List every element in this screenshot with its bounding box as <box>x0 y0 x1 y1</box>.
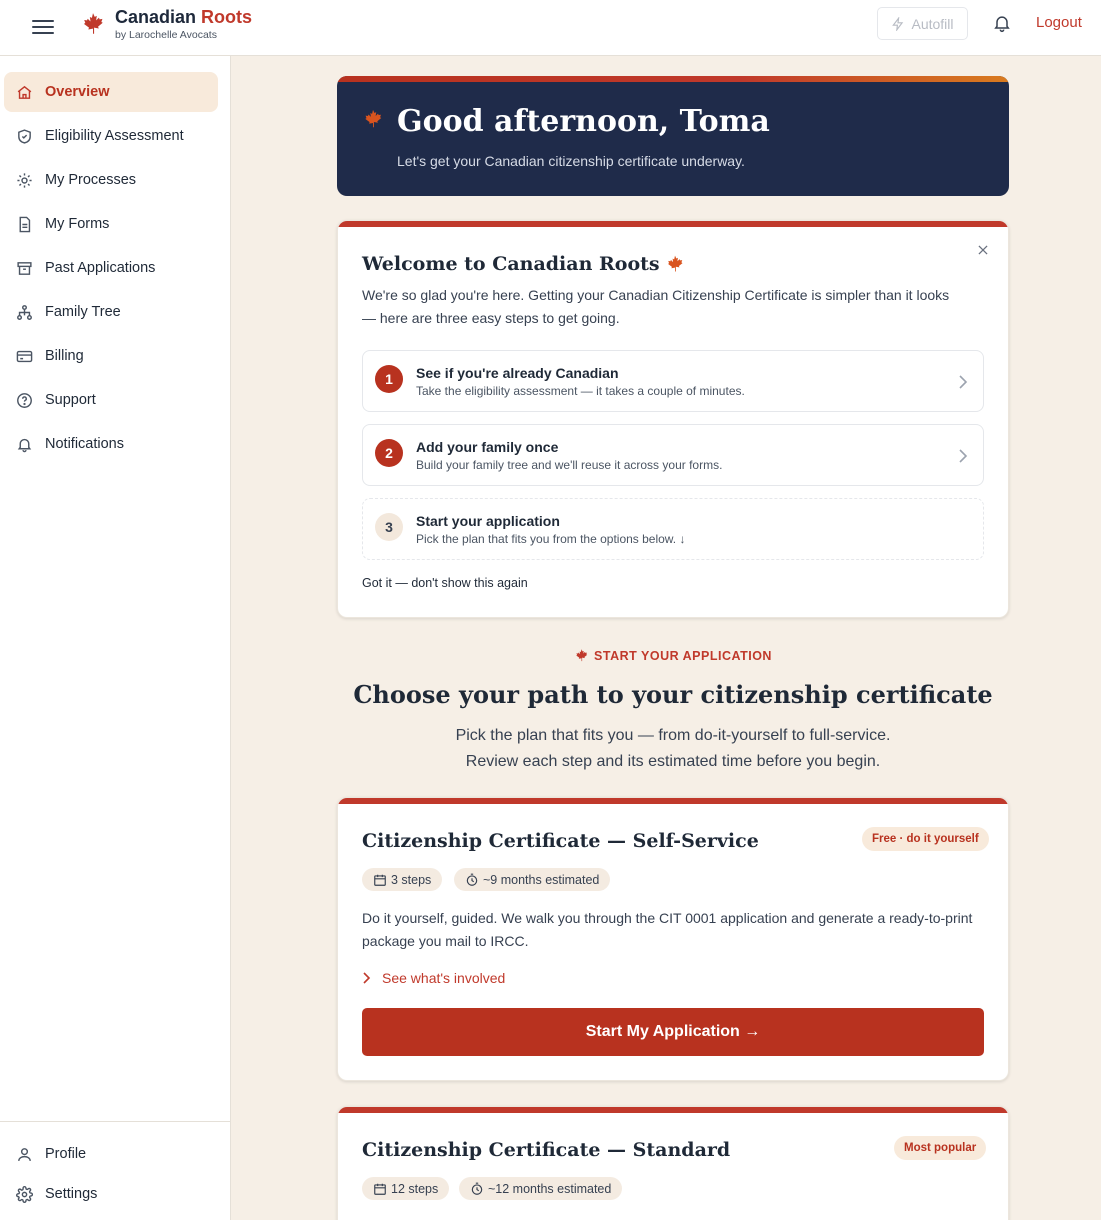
autofill-button[interactable] <box>877 7 968 40</box>
plan-card-self-service <box>337 797 1009 1081</box>
plan-badge: Most popular <box>894 1136 986 1160</box>
calendar-icon <box>373 873 387 887</box>
credit-card-icon <box>16 348 33 365</box>
sidebar-item-settings[interactable] <box>4 1174 218 1214</box>
step-title: Add your family once <box>416 439 559 455</box>
sidebar-item-past-applications[interactable] <box>4 248 218 288</box>
brand-logo[interactable] <box>80 8 252 41</box>
step-title: See if you're already Canadian <box>416 365 619 381</box>
calendar-icon <box>373 1182 387 1196</box>
sidebar-item-label: Settings <box>45 1186 98 1202</box>
document-icon <box>16 216 33 233</box>
section-kicker: START YOUR APPLICATION <box>337 648 1009 663</box>
shield-check-icon <box>16 128 33 145</box>
sidebar-item-forms[interactable] <box>4 204 218 244</box>
sidebar-item-notifications[interactable] <box>4 424 218 464</box>
steps-chip: 12 steps <box>362 1177 449 1200</box>
step-eligibility[interactable] <box>362 350 984 412</box>
chevron-right-icon <box>362 972 372 984</box>
sidebar-item-label: Profile <box>45 1146 87 1162</box>
sidebar-item-label: Family Tree <box>45 304 121 320</box>
time-chip: ~9 months estimated <box>454 868 610 891</box>
sidebar-item-label: Past Applications <box>45 260 156 276</box>
greeting-banner <box>337 76 1009 196</box>
stopwatch-icon <box>470 1182 484 1196</box>
time-chip: ~12 months estimated <box>459 1177 622 1200</box>
plan-title: Citizenship Certificate — Self-Service <box>362 830 759 852</box>
autofill-label: Autofill <box>911 15 954 32</box>
welcome-text: We're so glad you're here. Getting your Canadian Citizenship Certificate is simpler than it looks — here are three easy steps to get going. <box>362 287 950 326</box>
maple-leaf-icon <box>362 108 384 130</box>
lightning-icon <box>891 17 905 31</box>
step-description: Take the eligibility assessment — it takes a couple of minutes. <box>416 384 745 398</box>
plan-description: Do it yourself, guided. We walk you through the CIT 0001 application and generate a ready-to-print package you mail to IRCC. <box>362 910 973 949</box>
chevron-right-icon <box>958 375 968 389</box>
maple-leaf-icon <box>574 648 589 663</box>
start-application-button[interactable]: Start My Application → <box>362 1008 984 1056</box>
sidebar-item-label: Support <box>45 392 96 408</box>
bell-icon[interactable] <box>992 13 1012 33</box>
close-icon[interactable] <box>976 243 990 257</box>
sidebar-item-profile[interactable] <box>4 1134 218 1174</box>
greeting-subtitle: Let's get your Canadian citizenship certificate underway. <box>397 153 745 169</box>
sidebar-item-label: Billing <box>45 348 84 364</box>
settings-icon <box>16 1186 33 1203</box>
step-start-application <box>362 498 984 560</box>
card-strip <box>338 1107 1008 1113</box>
top-bar <box>0 0 1101 56</box>
sidebar <box>0 56 231 1220</box>
greeting-title: Good afternoon, Toma <box>397 104 770 139</box>
user-icon <box>16 1146 33 1163</box>
step-title: Start your application <box>416 513 560 529</box>
gear-icon <box>16 172 33 189</box>
brand-subtitle: by Larochelle Avocats <box>115 29 217 41</box>
sidebar-item-label: Eligibility Assessment <box>45 128 184 144</box>
sidebar-item-processes[interactable] <box>4 160 218 200</box>
help-circle-icon <box>16 392 33 409</box>
steps-chip: 3 steps <box>362 868 442 891</box>
plan-card-standard <box>337 1106 1009 1220</box>
step-number: 1 <box>375 365 403 393</box>
maple-leaf-icon <box>665 254 685 274</box>
step-number: 2 <box>375 439 403 467</box>
step-number: 3 <box>375 513 403 541</box>
card-strip <box>338 221 1008 227</box>
sidebar-item-label: Notifications <box>45 436 124 452</box>
plan-title: Citizenship Certificate — Standard <box>362 1139 731 1161</box>
family-tree-icon <box>16 304 33 321</box>
sidebar-item-label: Overview <box>45 84 110 100</box>
sidebar-item-support[interactable] <box>4 380 218 420</box>
sidebar-item-eligibility[interactable] <box>4 116 218 156</box>
sidebar-item-label: My Forms <box>45 216 110 232</box>
banner-strip <box>337 76 1009 82</box>
welcome-title: Welcome to Canadian Roots <box>362 253 685 275</box>
step-family[interactable] <box>362 424 984 486</box>
section-subtitle: Pick the plan that fits you — from do-it-yourself to full-service. Review each step and its estimated time before you begin. <box>455 727 891 770</box>
welcome-card <box>337 220 1009 618</box>
maple-leaf-icon <box>80 11 106 37</box>
archive-icon <box>16 260 33 277</box>
menu-icon[interactable] <box>32 16 54 38</box>
step-description: Build your family tree and we'll reuse it across your forms. <box>416 458 723 472</box>
sidebar-item-overview[interactable] <box>4 72 218 112</box>
sidebar-divider <box>0 1121 230 1122</box>
sidebar-item-family-tree[interactable] <box>4 292 218 332</box>
brand-title: Canadian Roots <box>115 7 253 27</box>
card-strip <box>338 798 1008 804</box>
step-description: Pick the plan that fits you from the options below. ↓ <box>416 532 686 546</box>
stopwatch-icon <box>465 873 479 887</box>
bell-icon <box>16 436 33 453</box>
dismiss-link[interactable]: Got it — don't show this again <box>362 576 528 590</box>
plan-badge: Free · do it yourself <box>862 827 989 851</box>
home-icon <box>16 84 33 101</box>
see-involved-toggle[interactable]: See what's involved <box>362 970 505 986</box>
section-title: Choose your path to your citizenship certificate <box>353 680 993 709</box>
logout-link[interactable]: Logout <box>1036 14 1082 31</box>
sidebar-item-billing[interactable] <box>4 336 218 376</box>
sidebar-item-label: My Processes <box>45 172 137 188</box>
chevron-right-icon <box>958 449 968 463</box>
